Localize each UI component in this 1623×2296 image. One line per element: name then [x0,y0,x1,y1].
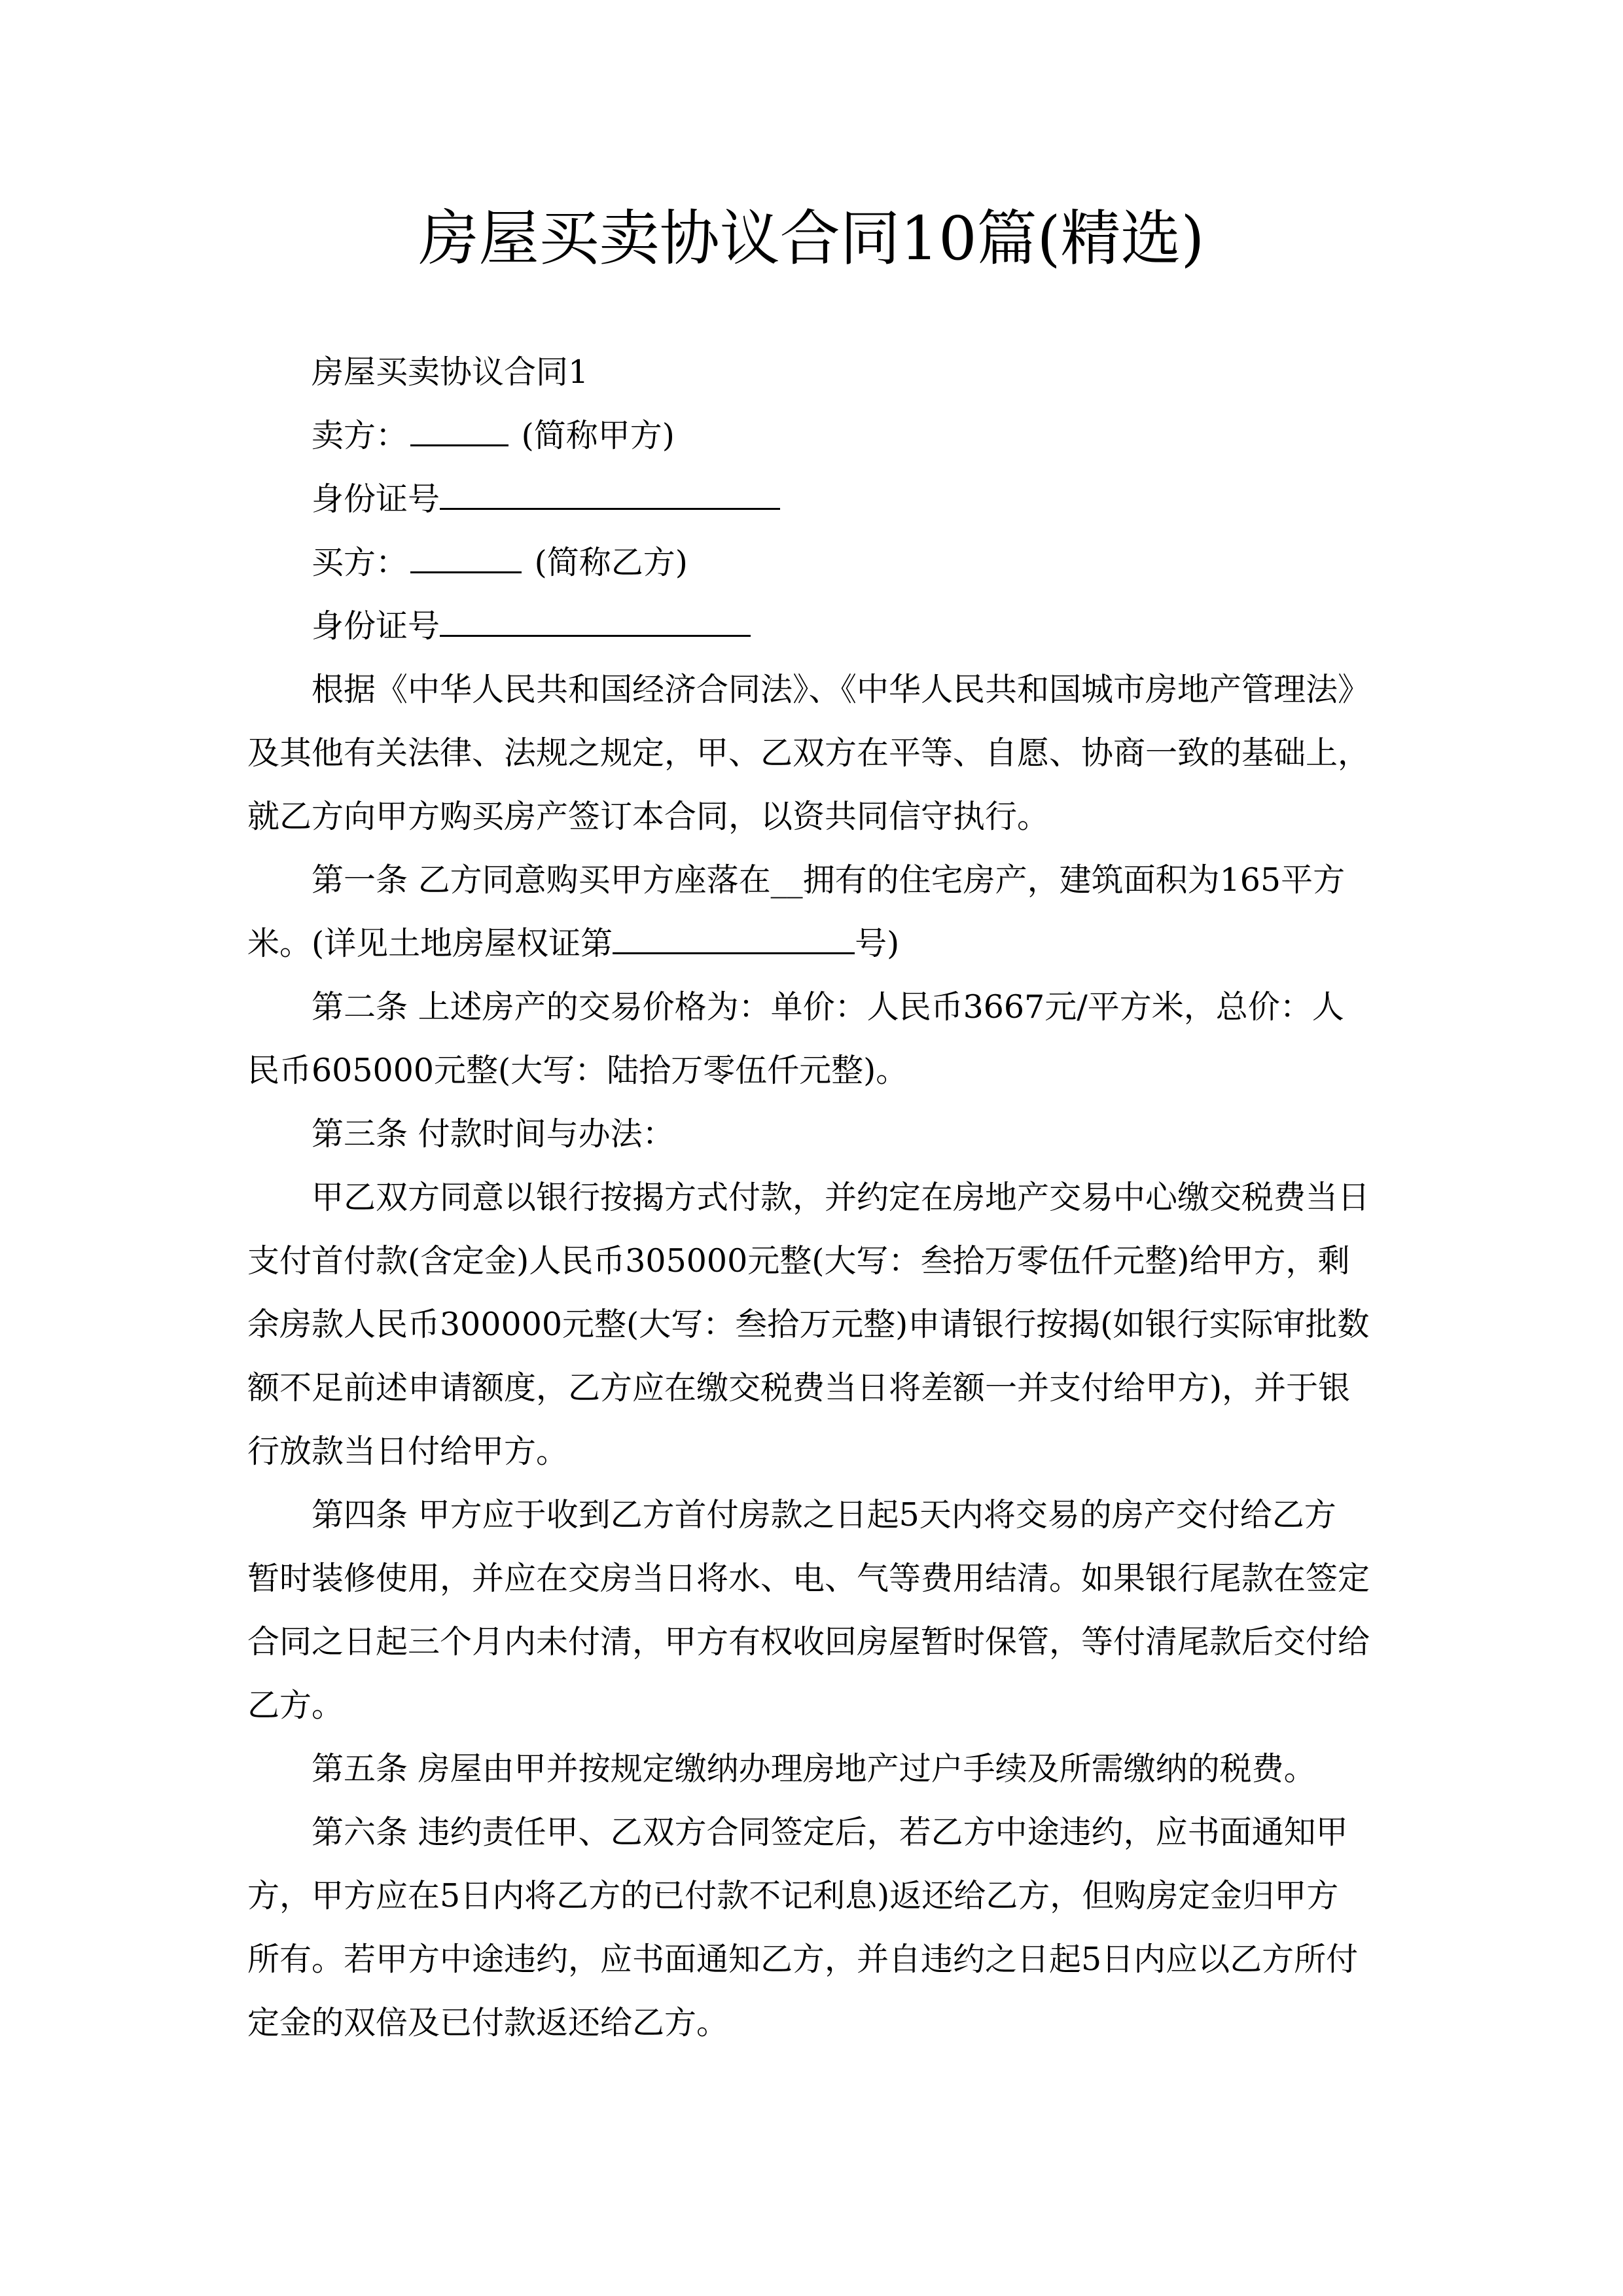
article-3-heading: 第三条 付款时间与办法： [312,1115,675,1153]
article-3-line: 额不足前述申请额度，乙方应在缴交税费当日将差额一并支付给甲方)，并于银 [247,1369,1351,1407]
article-1-line [247,912,1386,975]
seller-label: 卖方： [312,417,408,454]
preamble-line: 及其他有关法律、法规之规定，甲、乙双方在平等、自愿、协商一致的基础上， [247,734,1370,772]
article-3-line: 支付首付款(含定金)人民币305000元整(大写：叁拾万零伍仟元整)给甲方，剩 [247,1242,1350,1280]
page-title: 房屋买卖协议合同10篇(精选) [418,204,1205,274]
buyer-alias: (简称乙方) [534,544,688,581]
document-body [247,340,1386,2054]
preamble-line: 根据《中华人民共和国经济合同法》、《中华人民共和国城市房地产管理法》 [312,671,1370,708]
article-6-line: 所有。若甲方中途违约，应书面通知乙方，并自违约之日起5日内应以乙方所付 [247,1941,1359,1978]
article-4-line: 合同之日起三个月内未付清，甲方有权收回房屋暂时保管，等付清尾款后交付给 [247,1623,1370,1660]
certificate-suffix: 号) [855,925,900,962]
article-6-line: 第六条 违约责任甲、乙双方合同签定后，若乙方中途违约，应书面通知甲 [312,1814,1348,1851]
preamble-line: 就乙方向甲方购买房产签订本合同，以资共同信守执行。 [247,798,1050,835]
article-4-line: 第四条 甲方应于收到乙方首付房款之日起5天内将交易的房产交付给乙方 [312,1496,1336,1534]
article-2-line: 民币605000元整(大写：陆拾万零伍仟元整)。 [247,1052,908,1089]
article-4-line: 暂时装修使用，并应在交房当日将水、电、气等费用结清。如果银行尾款在签定 [247,1560,1370,1597]
seller-id-line [247,467,1386,531]
article-2-line: 第二条 上述房产的交易价格为：单价：人民币3667元/平方米，总价：人 [312,988,1344,1026]
seller-line [247,404,1386,467]
seller-name-field[interactable] [410,418,508,446]
buyer-label: 买方： [312,544,408,581]
article-1-line: 第一条 乙方同意购买甲方座落在__拥有的住宅房产，建筑面积为165平方 [312,861,1346,899]
article-6-line: 定金的双倍及已付款返还给乙方。 [247,2004,729,2041]
section-heading: 房屋买卖协议合同1 [312,353,589,391]
certificate-number-field[interactable] [613,926,855,954]
buyer-line [247,531,1386,594]
article-4-line: 乙方。 [247,1687,344,1724]
buyer-name-field[interactable] [410,545,522,573]
buyer-id-line [247,594,1386,658]
seller-id-label: 身份证号 [312,480,440,518]
certificate-prefix: 米。(详见土地房屋权证第 [247,925,613,962]
buyer-id-field[interactable] [440,609,751,637]
article-3-line: 甲乙双方同意以银行按揭方式付款，并约定在房地产交易中心缴交税费当日 [312,1179,1370,1216]
seller-alias: (简称甲方) [521,417,675,454]
article-6-line: 方，甲方应在5日内将乙方的已付款不记利息)返还给乙方，但购房定金归甲方 [247,1877,1339,1914]
seller-id-field[interactable] [440,482,780,510]
article-3-line: 余房款人民币300000元整(大写：叁拾万元整)申请银行按揭(如银行实际审批数 [247,1306,1370,1343]
article-5-line: 第五条 房屋由甲并按规定缴纳办理房地产过户手续及所需缴纳的税费。 [312,1750,1316,1787]
article-3-line: 行放款当日付给甲方。 [247,1433,569,1470]
buyer-id-label: 身份证号 [312,607,440,645]
